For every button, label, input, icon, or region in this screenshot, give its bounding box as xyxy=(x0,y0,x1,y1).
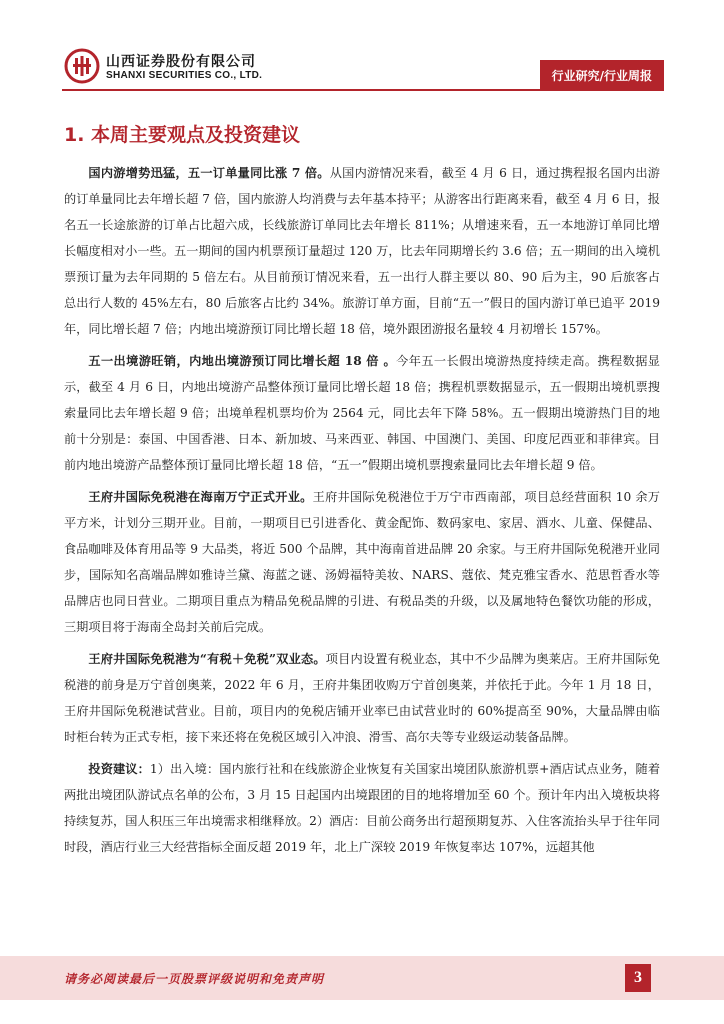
paragraph-body: 从国内游情况来看，截至 4 月 6 日，通过携程报名国内出游的订单量同比去年增长超 7 倍，国内旅游人均消费与去年基本持平；从游客出行距离来看，截至 4 月 6 日，报名五一长途旅游的订单占比超六成，长线旅游订单同比去年增长 811%；从增速来看，五一本地游订单同比增长幅度相对小一些。五一期间的国内机票预订量超过 120 万，比去年同期增长约 3.6 倍；五一期间的出入境机票预订量为去年同期的 5 倍左右。从目前预订情况来看，五一出行人群主要以 80、90 后为主，90 后旅客占总出行人数的 45%左右，80 后旅客占比约 34%。旅游订单方面，目前“五一”假日的国内游订单已追平 2019 年，同比增长超 7 倍；内地出境游预订同比增长超 18 倍，境外跟团游报名量较 4 月初增长 157%。 xyxy=(64,166,660,336)
page-footer xyxy=(0,956,724,1000)
paragraph-body: 王府井国际免税港位于万宁市西南部，项目总经营面积 10 余万平方米，计划分三期开业。目前，一期项目已引进香化、黄金配饰、数码家电、家居、酒水、儿童、保健品、食品咖啡及体育用品等 9 大品类，将近 500 个品牌，其中海南首进品牌 20 余家。与王府井国际免税港开业同步，国际知名高端品牌如雅诗兰黛、海蓝之谜、汤姆福特美妆、NARS、蔻依、梵克雅宝香水、范思哲香水等品牌店也同日营业。二期项目重点为精品免税品牌的引进、有税品类的升级，以及属地特色餐饮功能的形成，三期项目将于海南全岛封关前后完成。 xyxy=(64,490,660,634)
section-title: 1. 本周主要观点及投资建议 xyxy=(64,124,301,146)
paragraph-wangfujing-opening xyxy=(64,484,660,640)
report-type-label: 行业研究/行业周报 xyxy=(551,69,652,83)
paragraph-wangfujing-format xyxy=(64,646,660,750)
company-name-cn: 山西证券股份有限公司 xyxy=(106,54,256,70)
paragraph-domestic-travel xyxy=(64,160,660,342)
paragraph-body: 今年五一长假出境游热度持续走高。携程数据显示，截至 4 月 6 日，内地出境游产品整体预订量同比增长超 18 倍；携程机票数据显示，五一假期出境机票搜索量同比去年增长超 9 倍；出境单程机票均价为 2564 元，同比去年下降 58%。五一假期出境游热门目的地前十分别是：泰国、中国香港、日本、新加坡、马来西亚、韩国、中国澳门、美国、印度尼西亚和菲律宾。目前内地出境游产品整体预订量同比增长超 18 倍，“五一”假期出境机票搜索量同比去年增长超 9 倍。 xyxy=(64,354,660,472)
paragraph-investment-advice xyxy=(64,756,660,860)
paragraph-lead: 王府井国际免税港为“有税＋免税”双业态。 xyxy=(88,652,326,666)
main-content xyxy=(64,160,660,866)
paragraph-body: 项目内设置有税业态，其中不少品牌为奥莱店。王府井国际免税港的前身是万宁首创奥莱，2022 年 6 月，王府井集团收购万宁首创奥莱，并依托于此。今年 1 月 18 日，王府井国际免税港试营业。目前，项目内的免税店铺开业率已由试营业时的 60%提高至 90%，大量品牌由临时柜台转为正式专柜，接下来还将在免税区域引入冲浪、滑雪、高尔夫等专业级运动装备品牌。 xyxy=(64,652,660,744)
company-name-en: SHANXI SECURITIES CO., LTD. xyxy=(106,70,263,81)
paragraph-body: 1）出入境：国内旅行社和在线旅游企业恢复有关国家出境团队旅游机票+酒店试点业务，随着两批出境团队游试点名单的公布，3 月 15 日起国内出境跟团的目的地将增加至 60 个。预计年内出入境板块将持续复苏，国人积压三年出境需求相继释放。2）酒店：目前公商务出行超预期复苏、入住客流抬头早于往年同时段，酒店行业三大经营指标全面反超 2019 年，北上广深较 2019 年恢复率达 107%，远超其他 xyxy=(64,762,661,854)
report-type-band xyxy=(540,60,664,90)
header-divider xyxy=(62,89,664,91)
paragraph-lead: 投资建议： xyxy=(88,762,150,776)
footer-disclaimer: 请务必阅读最后一页股票评级说明和免责声明 xyxy=(64,972,325,986)
paragraph-lead: 王府井国际免税港在海南万宁正式开业。 xyxy=(88,490,313,504)
page-header xyxy=(0,0,724,92)
page-number: 3 xyxy=(625,964,651,992)
paragraph-outbound-travel xyxy=(64,348,660,478)
paragraph-lead: 国内游增势迅猛，五一订单量同比涨 7 倍。 xyxy=(88,166,330,180)
paragraph-lead: 五一出境游旺销，内地出境游预订同比增长超 18 倍 。 xyxy=(88,354,397,368)
shanxi-securities-logo-icon xyxy=(64,48,100,84)
